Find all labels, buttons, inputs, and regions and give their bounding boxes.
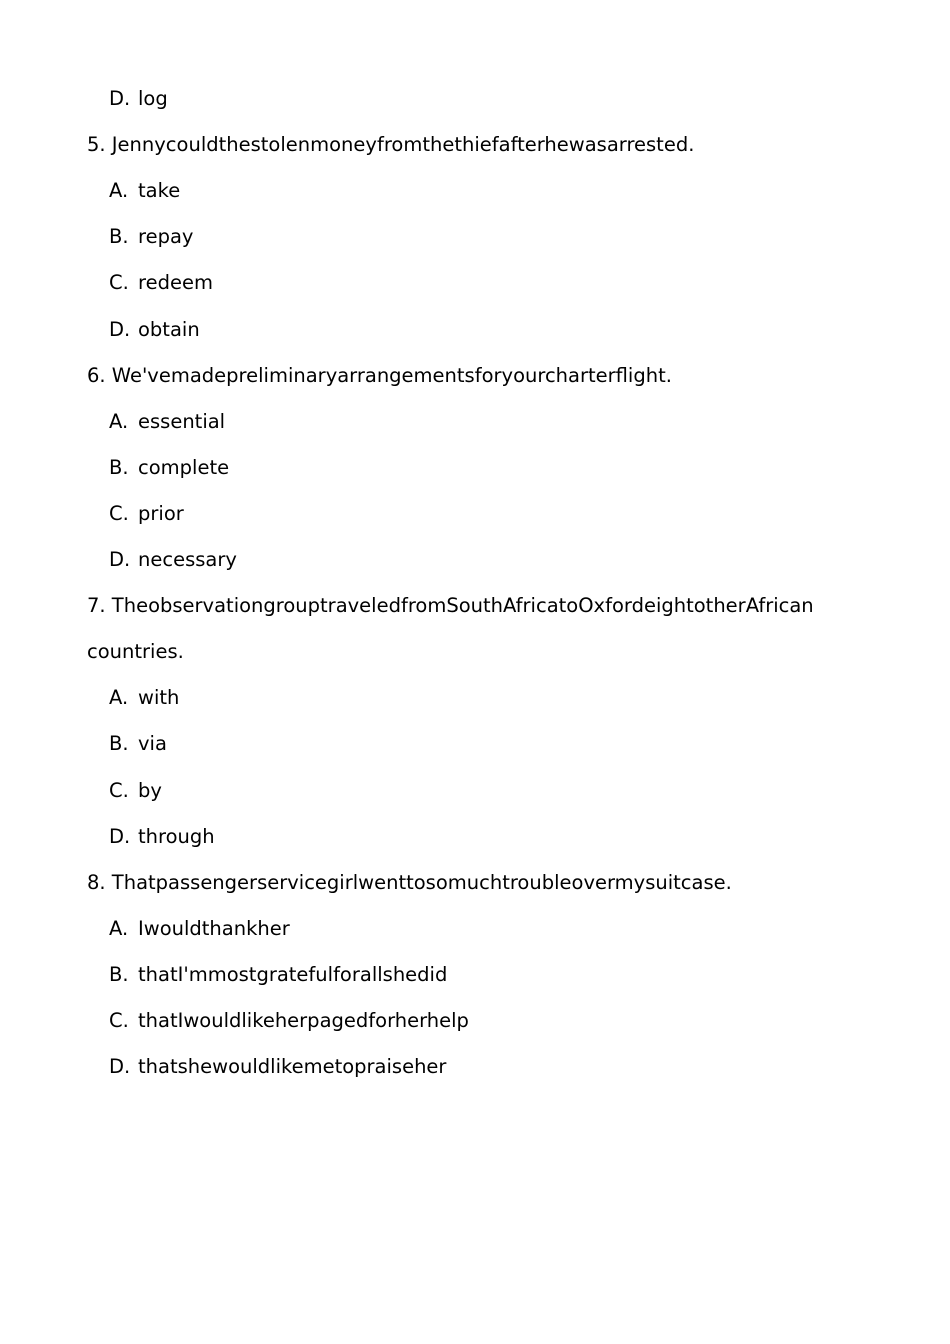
option-text: redeem [138, 271, 213, 295]
question-text: 6. We'vemadepreliminaryarrangementsforyourcharterflight. [87, 363, 672, 387]
option-letter: D. [109, 824, 131, 848]
option-text: thatshewouldlikemetopraiseher [138, 1055, 447, 1079]
question-text: 5. Jennycouldthestolenmoneyfromthethiefafterhewasarrested. [87, 133, 695, 157]
option-text: take [138, 179, 181, 203]
option-letter: D. [109, 317, 131, 341]
option-text: thatIwouldlikeherpagedforherhelp [138, 1009, 469, 1032]
answer-option [109, 721, 167, 767]
answer-option [109, 399, 225, 445]
option-letter: B. [109, 962, 129, 986]
option-letter: A. [109, 409, 129, 433]
option-text: log [138, 87, 168, 110]
answer-option [109, 260, 213, 306]
option-text: necessary [138, 548, 237, 571]
answer-option [109, 168, 180, 214]
option-text: repay [138, 225, 194, 249]
option-letter: A. [109, 179, 129, 203]
answer-option [109, 537, 237, 583]
answer-option [109, 214, 193, 260]
answer-option [109, 675, 179, 721]
option-text: prior [138, 501, 184, 525]
question-text: 8. Thatpassengerservicegirlwenttosomuchtroubleovermysuitcase. [87, 870, 732, 894]
answer-option [109, 768, 162, 814]
option-text: complete [138, 455, 230, 479]
option-letter: C. [109, 501, 129, 525]
option-text: through [138, 824, 215, 848]
answer-option [109, 952, 447, 998]
answer-option [109, 307, 200, 353]
option-letter: D. [109, 87, 131, 110]
answer-option [109, 998, 469, 1044]
option-text: essential [138, 409, 226, 433]
option-letter: B. [109, 225, 129, 249]
option-text: Iwouldthankher [138, 916, 290, 940]
answer-option [109, 491, 184, 537]
option-letter: B. [109, 732, 129, 756]
option-letter: C. [109, 1009, 129, 1032]
option-letter: D. [109, 1055, 131, 1079]
option-text: by [138, 778, 162, 802]
option-letter: D. [109, 548, 131, 571]
option-letter: B. [109, 455, 129, 479]
option-text: via [138, 732, 167, 756]
question-text-continued: countries. [87, 640, 184, 664]
option-letter: C. [109, 778, 129, 802]
answer-option [109, 445, 229, 491]
question-text: 7. TheobservationgrouptraveledfromSouthAfricatoOxfordeightotherAfrican [87, 594, 814, 618]
option-letter: A. [109, 916, 129, 940]
answer-option [109, 814, 215, 860]
option-letter: C. [109, 271, 129, 295]
option-letter: A. [109, 686, 129, 710]
option-text: with [138, 686, 180, 710]
option-text: thatI'mmostgratefulforallshedid [138, 962, 448, 986]
answer-option [109, 1044, 446, 1090]
option-text: obtain [138, 317, 200, 341]
answer-option [109, 76, 168, 122]
answer-option [109, 906, 290, 952]
